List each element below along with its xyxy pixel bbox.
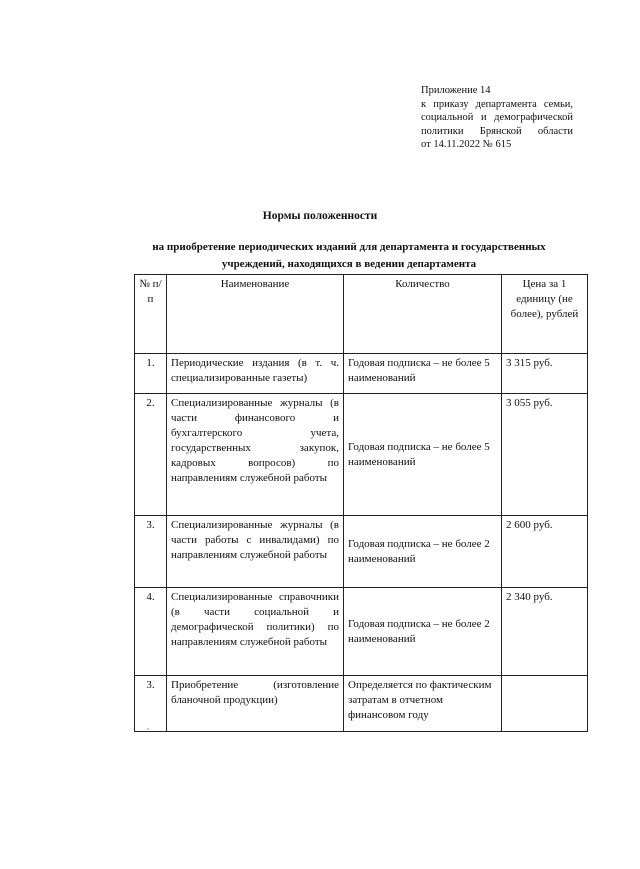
table-header-row (135, 275, 588, 354)
document-title: Нормы положенности (262, 210, 378, 222)
appendix-line-4: политики Брянской области (421, 125, 573, 137)
table-row (135, 394, 588, 516)
appendix-block (421, 84, 573, 152)
table-row (135, 588, 588, 676)
row-2-num: 2. (135, 394, 167, 516)
row-3-num: 3. (135, 516, 167, 588)
row-2-name: Специализированные журналы (в части финансового и бухгалтерского учета, государственных закупок, кадровых вопросов) по направлениям служебной работы (167, 394, 344, 516)
appendix-line-2: к приказу департамента семьи, (421, 98, 573, 110)
table-row (135, 516, 588, 588)
header-price: Цена за 1 единицу (не более), рублей (502, 275, 588, 354)
header-qty: Количество (344, 275, 502, 354)
row-5-name: Приобретение (изготовление бланочной продукции) (167, 676, 344, 732)
appendix-line-3: социальной и демографической (421, 112, 573, 123)
row-3-qty: Годовая подписка – не более 2 наименований (344, 516, 502, 588)
row-4-qty: Годовая подписка – не более 2 наименований (344, 588, 502, 676)
row-5-qty: Определяется по фактическим затратам в отчетном финансовом году (344, 676, 502, 732)
header-name: Наименование (167, 275, 344, 354)
row-3-name: Специализированные журналы (в части работы с инвалидами) по направлениям служебной работы (167, 516, 344, 588)
row-4-name: Специализированные справочники (в части социальной и демографической политики) по направлениям служебной работы (167, 588, 344, 676)
header-num: № п/п (135, 275, 167, 354)
row-1-num: 1. (135, 354, 167, 394)
subtitle-line-2: учреждений, находящихся в ведении департамента (221, 258, 477, 270)
subtitle-line-1: на приобретение периодических изданий для департамента и государственных (152, 241, 546, 253)
table-row (135, 354, 588, 394)
appendix-line-1: Приложение 14 (421, 85, 491, 96)
table-row (135, 676, 588, 732)
row-4-num: 4. (135, 588, 167, 676)
row-1-qty: Годовая подписка – не более 5 наименований (344, 354, 502, 394)
row-5-price (502, 676, 588, 732)
row-2-qty: Годовая подписка – не более 5 наименований (344, 394, 502, 516)
row-1-name: Периодические издания (в т. ч. специализированные газеты) (167, 354, 344, 394)
row-2-price: 3 055 руб. (502, 394, 588, 516)
row-1-price: 3 315 руб. (502, 354, 588, 394)
norms-table (134, 274, 588, 732)
scan-speck (147, 728, 149, 730)
document-subtitle (140, 239, 558, 273)
row-5-num: 3. (135, 676, 167, 732)
row-4-price: 2 340 руб. (502, 588, 588, 676)
appendix-line-5: от 14.11.2022 № 615 (421, 139, 512, 150)
row-3-price: 2 600 руб. (502, 516, 588, 588)
